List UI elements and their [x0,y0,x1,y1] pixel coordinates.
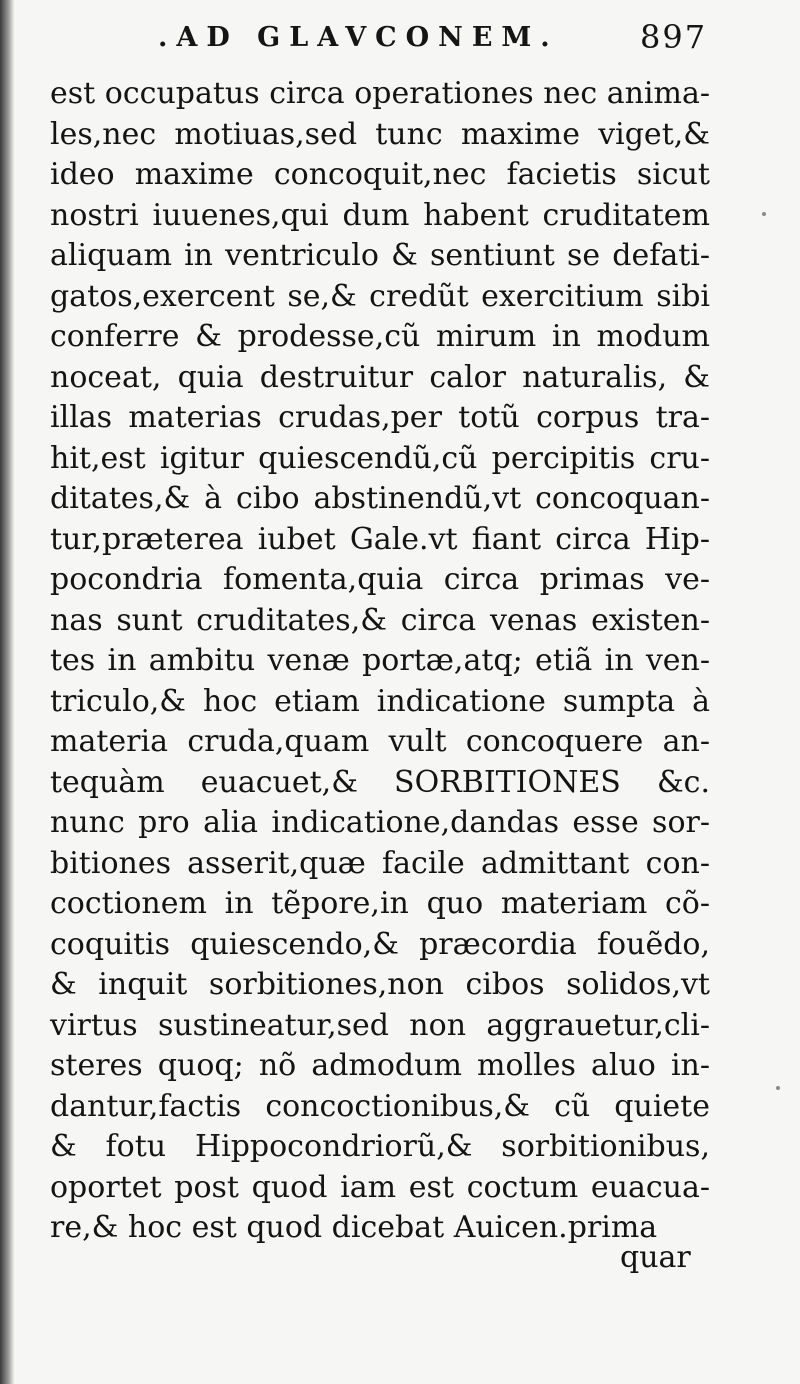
text-line: noceat, quia destruitur calor naturalis, & [50,359,710,395]
catchword: quar [620,1240,691,1275]
text-line: les,nec motiuas,sed tunc maxime viget,& [50,116,710,152]
text-line: tes in ambitu venӕ portӕ,atq; etiã in ven- [50,643,710,678]
paper-speck [776,1086,780,1090]
text-line: illas materias crudas,per totũ corpus tra- [50,400,710,435]
text-line: coctionem in tẽpore,in quo materiam cõ- [50,886,710,921]
text-line: & inquit sorbitiones,non cibos solidos,vt [50,967,710,1002]
text-line: conferre & prodesse,cũ mirum in modum [50,319,710,354]
paper-speck [762,212,766,216]
page-gutter-shadow [0,0,14,1384]
page-header [0,14,800,64]
text-line: tequàm euacuet,& SORBITIONES &c. [50,764,710,800]
text-line: & fotu Hippocondriorũ,& sorbitionibus, [50,1129,710,1164]
text-line: gatos,exercent se,& credũt exercitium sibi [50,278,710,314]
text-line: nunc pro alia indicatione,dandas esse sor- [50,805,710,840]
body-text [50,74,710,1249]
text-line: steres quoq; nõ admodum molles aluo in- [50,1048,710,1083]
text-line: nas sunt cruditates,& circa venas existen- [50,602,710,638]
text-line: bitiones asserit,quӕ facile admittant con- [50,845,710,881]
text-line: ideo maxime concoquit,nec facietis sicut [50,157,710,192]
text-line: nostri iuuenes,qui dum habent cruditatem [50,197,710,233]
text-line: aliquam in ventriculo & sentiunt se defati- [50,238,710,273]
running-head: .AD GLAVCONEM. [158,22,559,53]
text-line: tur,prӕterea iubet Gale.vt fiant circa Hip- [50,521,710,557]
text-line: re,& hoc est quod dicebat Auicen.prima [50,1210,658,1245]
text-line: triculo,& hoc etiam indicatione sumpta à [50,683,710,719]
text-line: dantur,factis concoctionibus,& cũ quiete [50,1088,710,1124]
text-line: est occupatus circa operationes nec anima- [50,76,710,111]
text-line: coquitis quiescendo,& prӕcordia fouẽdo, [50,926,710,962]
page-number: 897 [640,18,708,56]
text-line: hit,est igitur quiescendũ,cũ percipitis cru- [50,440,710,476]
text-line: pocondria fomenta,quia circa primas ve- [50,562,710,597]
text-line: ditates,& à cibo abstinendũ,vt concoquan- [50,481,710,516]
text-line: materia cruda,quam vult concoquere an- [50,724,710,759]
text-line: oportet post quod iam est coctum euacua- [50,1169,710,1205]
text-line: virtus sustineatur,sed non aggrauetur,cli- [50,1007,710,1043]
